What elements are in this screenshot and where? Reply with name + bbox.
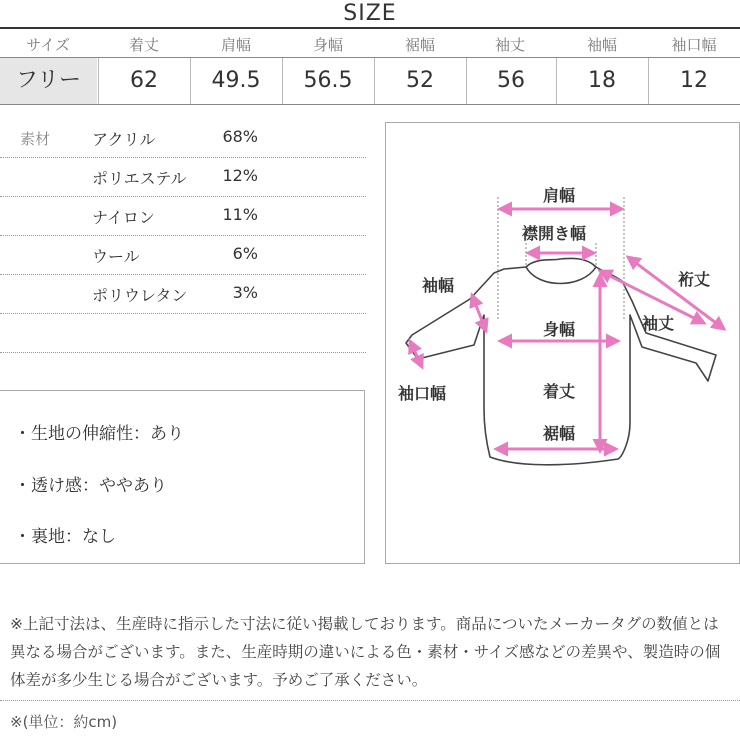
cell-body-width: 56.5 [303, 68, 353, 93]
neckline [526, 267, 596, 284]
label-body-width: 身幅 [543, 320, 576, 339]
label-hem: 裾幅 [543, 424, 576, 443]
cell-sleeve-length: 56 [497, 68, 525, 93]
sleeve-width-arrow [472, 295, 486, 331]
column-divider [556, 58, 557, 104]
unit-note: ※(単位：約cm) [10, 713, 118, 731]
feature-stretch: ・生地の伸縮性：あり [14, 424, 184, 444]
header-cuff-width: 袖口幅 [671, 36, 717, 54]
header-size: サイズ [26, 36, 70, 54]
cell-cuff-width: 12 [680, 68, 708, 93]
header-body-width: 身幅 [312, 36, 343, 54]
label-sleeve-length: 袖丈 [642, 314, 675, 333]
header-sleeve-length: 袖丈 [494, 36, 525, 54]
label-shoulder: 肩幅 [543, 186, 576, 205]
header-sleeve-width: 袖幅 [586, 36, 617, 54]
material-percent: 68% [222, 127, 258, 146]
column-divider [98, 58, 99, 104]
column-divider [374, 58, 375, 104]
label-neck: 襟開き幅 [522, 224, 587, 243]
material-percent: 6% [232, 244, 258, 263]
cell-size: フリー [0, 58, 97, 104]
cell-length: 62 [130, 68, 158, 93]
header-shoulder: 肩幅 [220, 36, 251, 54]
material-name: ナイロン [92, 208, 155, 227]
title-divider [0, 27, 740, 29]
garment-diagram [385, 122, 740, 564]
measurement-note: ※上記寸法は、生産時に指示した寸法に従い掲載しております。商品についたメーカータグの数値とは異なる場合がございます。また、生産時期の違いによる色・素材・サイズ感などの差異や、製造時の個体差が多少生じる場合がございます。予めご了承ください。 [10, 615, 721, 689]
material-percent: 12% [222, 166, 258, 185]
cuff-arrow [410, 341, 422, 367]
material-percent: 3% [232, 283, 258, 302]
material-name: ポリウレタン [92, 286, 188, 305]
features-box [0, 390, 365, 564]
cell-sleeve-width: 18 [588, 68, 616, 93]
material-row [0, 274, 366, 314]
header-length: 着丈 [128, 36, 159, 54]
material-name: アクリル [92, 130, 156, 149]
label-length: 着丈 [543, 382, 576, 401]
column-divider [190, 58, 191, 104]
cell-hem-width: 52 [406, 68, 434, 93]
header-hem-width: 裾幅 [404, 36, 435, 54]
column-divider [466, 58, 467, 104]
feature-lining: ・裏地：なし [14, 527, 116, 547]
material-row [0, 235, 366, 275]
column-divider [648, 58, 649, 104]
note-divider [0, 700, 740, 701]
page-title: SIZE [343, 1, 397, 26]
column-divider [282, 58, 283, 104]
cell-shoulder: 49.5 [211, 68, 261, 93]
material-percent: 11% [222, 205, 258, 224]
material-name: ポリエステル [92, 169, 187, 188]
material-name: ウール [92, 247, 140, 266]
material-row [0, 118, 366, 158]
material-row [0, 196, 366, 236]
material-row [0, 157, 366, 197]
label-cuff: 袖口幅 [398, 384, 447, 403]
feature-sheer: ・透け感：ややあり [14, 476, 167, 496]
material-label: 素材 [20, 130, 51, 148]
label-sleeve-width: 袖幅 [422, 276, 455, 295]
material-row-empty [0, 313, 366, 353]
label-yuki: 裄丈 [678, 270, 711, 289]
